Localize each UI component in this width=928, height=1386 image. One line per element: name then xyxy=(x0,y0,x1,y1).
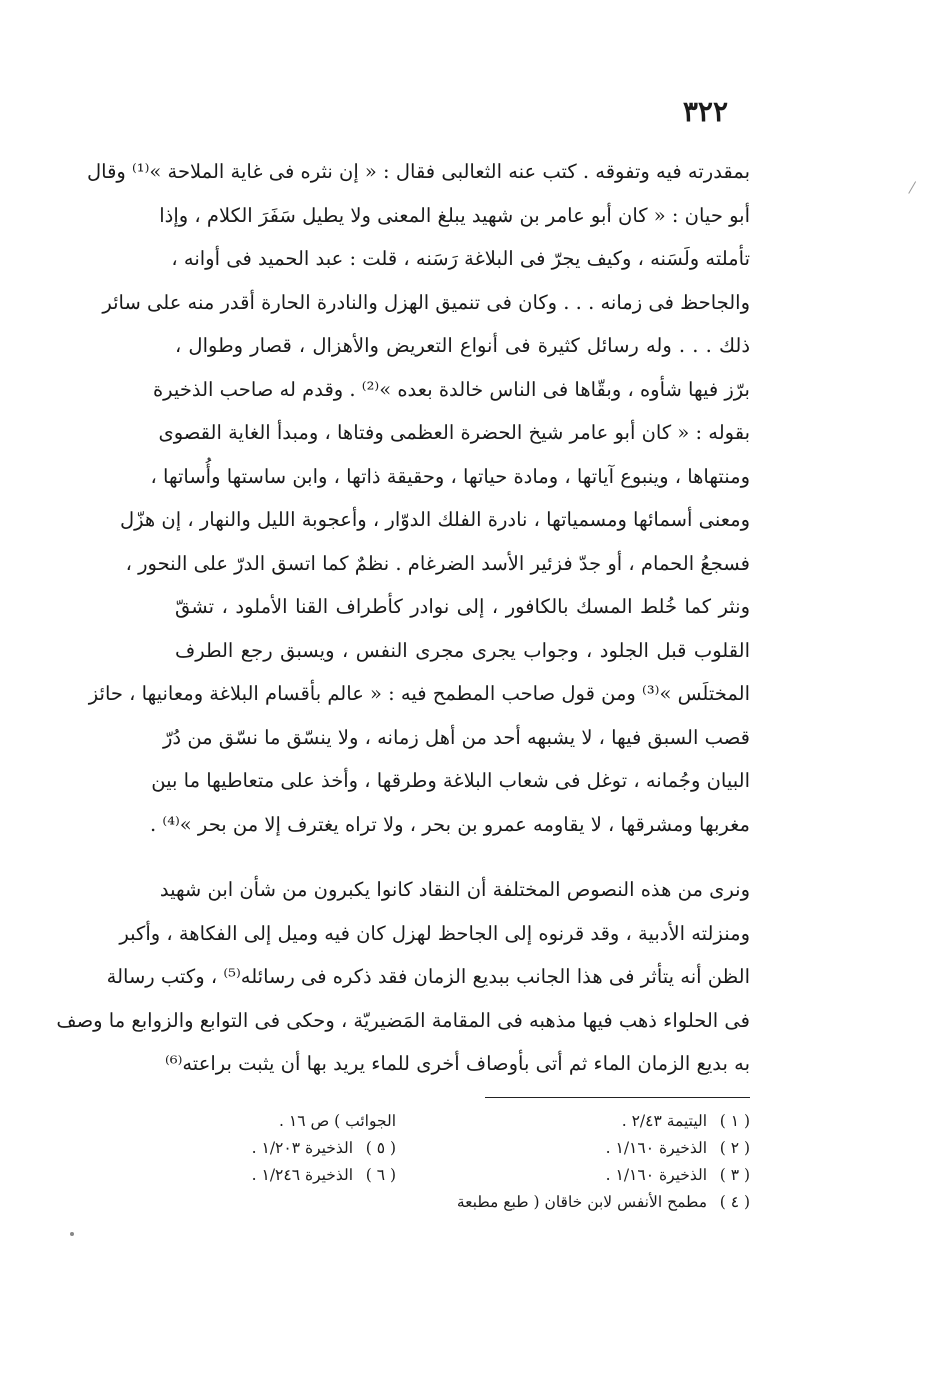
footnotes-left-column xyxy=(176,1108,396,1189)
text-line: المختلَس »⁽³⁾ ومن قول صاحب المطمح فيه : « عالم بأقسام البلاغة ومعانيها ، حائز xyxy=(88,682,750,705)
footnote-text: الذخيرة ١/١٦٠ . xyxy=(605,1139,708,1157)
footnote-number: ( ١ ) xyxy=(719,1112,750,1130)
text-line: ونثر كما خُلط المسك بالكافور ، إلى نوادر كأطراف القنا الأملود ، تشقّ xyxy=(175,595,750,618)
text-line: بقوله : « كان أبو عامر شيخ الحضرة العظمى وفتاها ، ومبدأ الغاية القصوى xyxy=(158,421,750,444)
footnote-number: ( ٢ ) xyxy=(719,1139,750,1157)
footnote xyxy=(450,1189,750,1216)
text-line: الظن أنه يتأثر فى هذا الجانب ببديع الزمان فقد ذكره فى رسائله⁽⁵⁾ ، وكتب رسالة xyxy=(106,965,750,988)
main-text xyxy=(56,150,750,1086)
footnote xyxy=(450,1162,750,1189)
footnote-text: الذخيرة ١/٢٠٣ . xyxy=(251,1139,354,1157)
footnote xyxy=(176,1108,396,1135)
text-line: البيان وجُمانه ، توغل فى شعاب البلاغة وطرقها ، وأخذ على متعاطيها ما بين xyxy=(151,769,750,792)
footnote-text: اليتيمة ٢/٤٣ . xyxy=(621,1112,708,1130)
page-number: ٣٢٢ xyxy=(682,95,728,128)
margin-dot xyxy=(70,1232,74,1236)
text-line: تأملته ولَسَنه ، وكيف يجرّ فى البلاغة رَسَنه ، قلت : عبد الحميد فى أوانه ، xyxy=(171,247,750,270)
footnote xyxy=(176,1135,396,1162)
text-line: به بديع الزمان الماء ثم أتى بأوصاف أخرى للماء يريد بها أن يثبت براعته⁽⁶⁾ xyxy=(164,1052,750,1075)
footnote-text: الذخيرة ١/١٦٠ . xyxy=(605,1166,708,1184)
text-line: ومنتهاها ، وينبوع آياتها ، ومادة حياتها ، وحقيقة ذاتها ، وابن ساستها وأُساتها ، xyxy=(150,464,750,488)
text-line: والجاحظ فى زمانه . . . وكان فى تنميق الهزل والنادرة الحارة أقدر منه على سائر xyxy=(102,290,750,314)
text-line: ذلك . . . وله رسائل كثيرة فى أنواع التعريض والأهزال ، قصار وطوال ، xyxy=(175,334,750,357)
text-line: أبو حيان : « كان أبو عامر بن شهيد يبلغ المعنى ولا يطيل سَفَرَ الكلام ، وإذا xyxy=(159,203,750,227)
footnote-text: الذخيرة ١/٢٤٦ . xyxy=(251,1166,354,1184)
text-line: ونرى من هذه النصوص المختلفة أن النقاد كانوا يكبرون من شأن ابن شهيد xyxy=(159,878,750,901)
footnote-number: ( ٦ ) xyxy=(365,1166,396,1184)
footnote-text: مطمح الأنفس لابن خاقان ( طبع مطبعة xyxy=(456,1193,708,1211)
footnote-number: ( ٥ ) xyxy=(365,1139,396,1157)
text-line: مغربها ومشرقها ، لا يقاومه عمرو بن بحر ، ولا تراه يغترف إلا من بحر »⁽⁴⁾ . xyxy=(150,812,750,836)
text-line: القلوب قبل الجلود ، وجواب يجرى مجرى النفس ، ويسبق رجع الطرف xyxy=(175,638,750,662)
text-line: بمقدرته فيه وتفوقه . كتب عنه الثعالبى فقال : « إن نثره فى غاية الملاحة »⁽¹⁾ وقال xyxy=(86,160,750,183)
footnotes-right-column xyxy=(450,1108,750,1216)
footnote xyxy=(176,1162,396,1189)
footnote-number: ( ٣ ) xyxy=(719,1166,750,1184)
footnote xyxy=(450,1135,750,1162)
text-line: قصب السبق فيها ، لا يشبهه أحد من أهل زمانه ، ولا ينسّق ما نسّق من دُرّ xyxy=(163,725,750,749)
text-line: ومعنى أسمائها ومسمياتها ، نادرة الفلك الدوّار ، وأعجوبة الليل والنهار ، إن هزّل xyxy=(120,508,750,531)
paragraph-gap xyxy=(175,846,750,868)
text-line: فسجعُ الحمام ، أو جدّ فزئير الأسد الضرغام . نظمٌ كما اتسق الدرّ على النحور ، xyxy=(125,551,750,575)
paragraph-1 xyxy=(86,150,750,846)
text-line: فى الحلواء ذهب فيها مذهبه فى المقامة المَضيريّة ، وحكى فى التوابع والزوابع ما وصف xyxy=(56,1008,750,1032)
text-line: برّز فيها شأوه ، وبقّاها فى الناس خالدة بعده »⁽²⁾ . وقدم له صاحب الذخيرة xyxy=(152,377,750,401)
margin-mark xyxy=(908,181,925,199)
footnote-text: الجوائب ) ص ١٦ . xyxy=(279,1112,396,1130)
footnote-divider xyxy=(485,1097,750,1098)
footnote xyxy=(450,1108,750,1135)
footnote-number: ( ٤ ) xyxy=(719,1193,750,1211)
text-line: ومنزلته الأدبية ، وقد قرنوه إلى الجاحظ لهزل كان فيه وميل إلى الفكاهة ، وأكبر xyxy=(119,921,750,945)
paragraph-2 xyxy=(56,868,750,1086)
